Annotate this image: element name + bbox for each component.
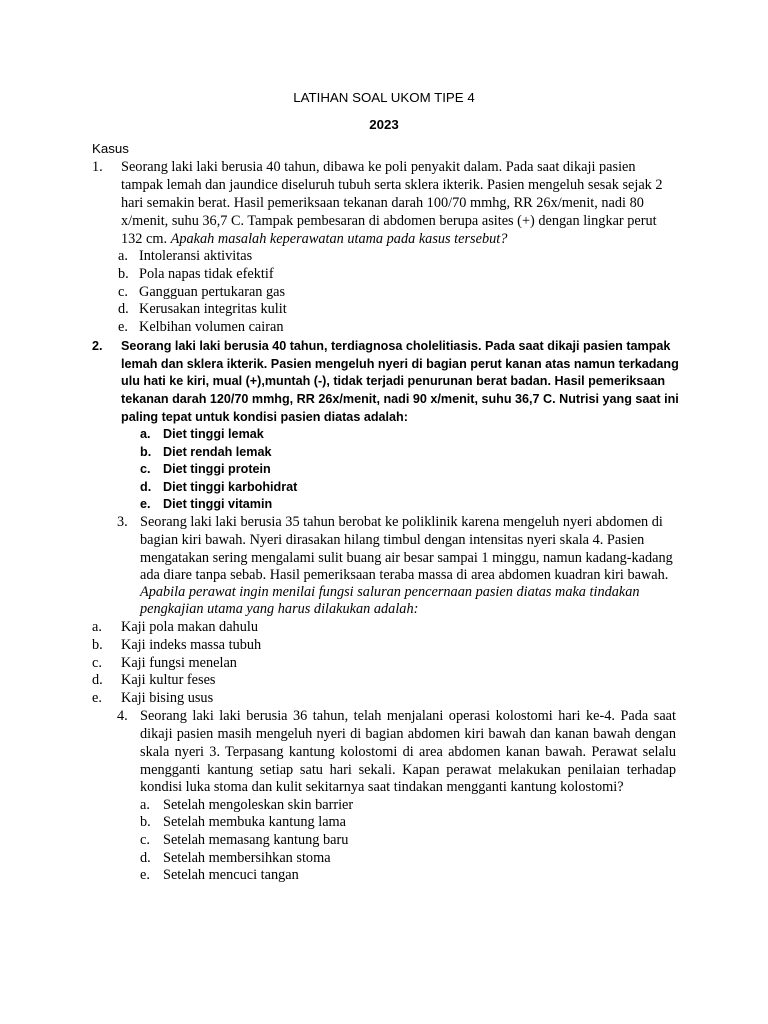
option-text: Kaji fungsi menelan	[121, 655, 237, 671]
question-text-line: kondisi luka stoma dan kulit sekitarnya saat tindakan mengganti kantung kolostomi?	[140, 779, 624, 795]
question-text-line: ulu hati ke kiri, mual (+),muntah (-), tidak terjadi penurunan berat badan. Hasil pemeriksaan	[121, 374, 666, 388]
option-letter: d.	[140, 850, 151, 866]
option-text: Setelah membuka kantung lama	[163, 814, 347, 830]
option-text: Setelah membersihkan stoma	[163, 850, 331, 866]
question-prompt: pengkajian utama yang harus dilakukan adalah:	[140, 601, 419, 617]
option-text: Kelbihan volumen cairan	[139, 319, 284, 335]
option-letter: b.	[140, 445, 152, 459]
question-text-line: skala nyeri 3. Terpasang kantung kolostomi di area abdomen kanan bawah. Perawat selalu	[140, 744, 676, 760]
option-text: Setelah mengoleskan skin barrier	[163, 797, 354, 813]
option-text: Intoleransi aktivitas	[139, 248, 253, 264]
option-letter: a.	[118, 248, 128, 264]
question-text-line: Seorang laki laki berusia 40 tahun, dibawa ke poli penyakit dalam. Pada saat dikaji pasien	[121, 159, 636, 175]
question-text-line: 132 cm. Apakah masalah keperawatan utama pada kasus tersebut?	[121, 231, 508, 247]
option-letter: c.	[92, 655, 102, 671]
option-text: Diet tinggi vitamin	[163, 497, 273, 511]
option-letter: d.	[118, 301, 129, 317]
document-year: 2023	[369, 117, 399, 132]
option-text: Kaji bising usus	[121, 690, 214, 706]
option-letter: c.	[118, 284, 128, 300]
option-letter: e.	[140, 497, 151, 511]
option-letter: b.	[118, 266, 129, 282]
option-text: Kaji pola makan dahulu	[121, 619, 258, 635]
option-letter: d.	[140, 480, 152, 494]
question-prompt: Apakah masalah keperawatan utama pada kasus tersebut?	[170, 231, 508, 247]
question-number: 3.	[117, 514, 128, 530]
option-text: Diet tinggi lemak	[163, 427, 264, 441]
question-number: 2.	[92, 339, 103, 353]
question-text-line: tampak lemah dan jaundice diseluruh tubuh serta sklera ikterik. Pasien mengeluh sesak sejak 2	[121, 177, 663, 193]
question-text-line: mengatakan sering mengalami sulit buang air besar sampai 1 minggu, namun kadang-kadang	[140, 550, 673, 566]
question-text-line: lemah dan sklera ikterik. Pasien mengeluh nyeri di bagian perut kanan atas namun terkadang	[121, 357, 679, 371]
question-text-line: dikaji pasien masih mengeluh nyeri di bagian abdomen kiri bawah dan kanan bawah dengan	[140, 726, 676, 742]
option-letter: c.	[140, 462, 151, 476]
question-text-line: mengganti kantung setiap satu hari sekali. Kapan perawat melakukan penilaian terhadap	[140, 762, 676, 778]
option-letter: c.	[140, 832, 150, 848]
option-text: Setelah mencuci tangan	[163, 867, 299, 883]
question-text-line: paling tepat untuk kondisi pasien diatas adalah:	[121, 410, 408, 424]
question-text-line: Seorang laki laki berusia 35 tahun berobat ke poliklinik karena mengeluh nyeri abdomen di	[140, 514, 663, 530]
question-text-line: x/menit, suhu 36,7 C. Tampak pembesaran di abdomen berupa asites (+) dengan lingkar perut	[121, 213, 657, 229]
option-letter: b.	[140, 814, 151, 830]
option-letter: e.	[140, 867, 150, 883]
option-letter: a.	[140, 427, 151, 441]
option-text: Pola napas tidak efektif	[139, 266, 274, 282]
question-text-line: Seorang laki laki berusia 40 tahun, terdiagnosa cholelitiasis. Pada saat dikaji pasien tampak	[121, 339, 671, 353]
option-text: Diet tinggi karbohidrat	[163, 480, 298, 494]
question-text-line: hari semakin berat. Hasil pemeriksaan tekanan darah 100/70 mmhg, RR 26x/menit, nadi 80	[121, 195, 644, 211]
section-label: Kasus	[92, 141, 129, 156]
option-text: Diet rendah lemak	[163, 445, 272, 459]
option-text: Kerusakan integritas kulit	[139, 301, 287, 317]
option-text: Kaji kultur feses	[121, 672, 216, 688]
question-number: 4.	[117, 708, 128, 724]
option-text: Kaji indeks massa tubuh	[121, 637, 262, 653]
question-text-line: Seorang laki laki berusia 36 tahun, telah menjalani operasi kolostomi hari ke-4. Pada saat	[140, 708, 676, 724]
option-letter: e.	[118, 319, 128, 335]
question-number: 1.	[92, 159, 103, 175]
option-letter: d.	[92, 672, 103, 688]
option-letter: a.	[92, 619, 102, 635]
option-letter: b.	[92, 637, 103, 653]
question-prompt: Apabila perawat ingin menilai fungsi saluran pencernaan pasien diatas maka tindakan	[140, 584, 640, 600]
question-text-line: tekanan darah 120/70 mmhg, RR 26x/menit, nadi 90 x/menit, suhu 36,7 C. Nutrisi yang saat ini	[121, 392, 679, 406]
option-letter: a.	[140, 797, 150, 813]
option-text: Setelah memasang kantung baru	[163, 832, 349, 848]
option-text: Gangguan pertukaran gas	[139, 284, 286, 300]
option-text: Diet tinggi protein	[163, 462, 271, 476]
question-text-line: ada diare tanpa sebab. Hasil pemeriksaan teraba massa di area abdomen kuadran kiri bawah.	[140, 567, 669, 583]
question-text-line: bagian kiri bawah. Nyeri dirasakan hilang timbul dengan intensitas nyeri skala 4. Pasien	[140, 532, 645, 548]
option-letter: e.	[92, 690, 102, 706]
document-title: LATIHAN SOAL UKOM TIPE 4	[293, 90, 475, 105]
